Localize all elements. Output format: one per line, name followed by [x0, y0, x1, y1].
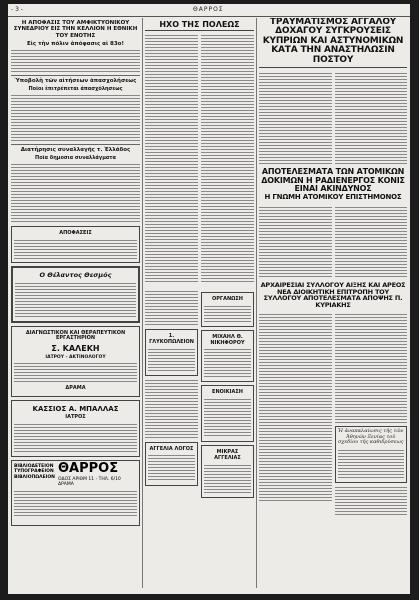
classified-heading: ΟΡΓΑΝΩΣΗ: [211, 296, 243, 303]
article-body: [259, 72, 332, 164]
ad-doctor: [11, 400, 140, 457]
ad-print-left: ΒΙΒΛΙΟΔΕΤΕΙΟΝ ΤΥΠΟΓΡΑΦΕΙΟΝ ΒΙΒΛΙΟΠΩΛΕΙΟΝ: [14, 464, 55, 480]
ad-print-shop: [11, 460, 140, 526]
classified-body: [204, 398, 251, 438]
city-news-body: [201, 34, 254, 284]
ad-lab-body: [14, 362, 137, 384]
article-2: [259, 205, 407, 279]
article-body: [259, 206, 332, 278]
ad-lab-city: ΔΡΑΜΑ: [65, 385, 86, 392]
classified-box: [145, 442, 198, 487]
announcement-box: [11, 266, 140, 322]
classified-body: [148, 348, 195, 372]
article-body: [335, 72, 408, 164]
city-headline: ΗΧΟ ΤΗΣ ΠΟΛΕΩΣ: [145, 20, 254, 31]
ad-lab-title: ΔΙΑΓΝΩΣΤΙΚΟΝ ΚΑΙ ΘΕΡΑΠΕΥΤΙΚΟΝ ΕΡΓΑΣΤΗΡΙΟΝ: [25, 329, 126, 342]
article-1: [259, 71, 407, 165]
subhead-top: Εἰς τὴν πόλιν ἀπόφασις αἱ 83ο!: [27, 40, 124, 47]
classified-subcol: [145, 289, 198, 501]
classifieds: [145, 289, 254, 501]
ad-print-name: ΘΑΡΡΟΣ: [58, 461, 119, 476]
classified-box: [201, 292, 254, 327]
article-body: [11, 49, 140, 73]
city-news-columns: [145, 33, 254, 285]
classified-heading: 1. ΓΛΥΚΟΠΩΛΕΙΟΝ: [149, 333, 194, 345]
divider: [11, 75, 140, 76]
newspaper-page: [8, 4, 410, 594]
headline-2: Ὑποβολὴ τῶν αἰτήσεων ἀπασχολήσεως: [14, 78, 137, 85]
ad-doctor-body: [14, 423, 137, 453]
notice-body: [338, 449, 405, 479]
announcement-body: [15, 282, 136, 318]
classified-body: [204, 348, 251, 378]
article-body: [335, 206, 408, 278]
headline-2: ΑΠΟΤΕΛΕΣΜΑΤΑ ΤΩΝ ΑΤΟΜΙΚΩΝ ΔΟΚΙΜΩΝ Η ΡΑΔΙΕΝΕΡΓΟΣ ΚΟΝΙΣ ΕΙΝΑΙ ΑΚΙΝΔΥΝΟΣ: [261, 167, 405, 193]
article-body: [11, 94, 140, 142]
ad-print-body: [14, 490, 137, 516]
article-3: [259, 312, 407, 517]
subhead-2: Ποῖοι ἐπιτρέπεται ἀπασχόλησεως: [28, 85, 123, 92]
article-body: [335, 486, 408, 516]
ad-doctor-role: ΙΑΤΡΟΣ: [65, 414, 86, 421]
article-body: [11, 163, 140, 223]
notice-text: Ἡ ἀναπαλαίωσις τῆς τῶν Ἀθηνῶν Ξενίας τοῦ σχεδίου τῆς καθιδρύσεως: [338, 427, 404, 446]
classified-body: [145, 290, 198, 326]
classified-subcol: [201, 289, 254, 501]
classified-body: [204, 464, 251, 494]
ad-lab: [11, 326, 140, 398]
notice-body: [14, 239, 137, 259]
page-header: [8, 4, 410, 17]
ad-doctor-name: ΚΑΣΣΙΟΣ Α. ΜΠΑΛΛΑΣ: [32, 405, 119, 414]
column-rule: [142, 18, 143, 588]
masthead: ΘΑΡΡΟΣ: [193, 6, 224, 13]
headline-top: Η ΑΠΟΦΑΣΙΣ ΤΟΥ ΑΜΦΙΚΤΥΟΝΙΚΟΥ ΣΥΝΕΔΡΙΟΥ ΕΙΣ ΤΗΝ ΚΕΛΛΙΟΝ Η ΕΘΝΙΚΗ ΤΟΥ ΕΝΟΤΗΣ: [13, 20, 138, 39]
subhead-2: Η ΓΝΩΜΗ ΑΤΟΜΙΚΟΥ ΕΠΙΣΤΗΜΟΝΟΣ: [264, 193, 402, 202]
article-subcol: [335, 312, 408, 517]
column-left: [11, 18, 140, 588]
city-news-subcol: [145, 33, 198, 285]
ad-print-address: ΟΔΟΣ ΑΡΙΘΜ 11 - ΤΗΛ. 6/10 ΔΡΑΜΑ: [58, 477, 121, 487]
classified-body: [204, 305, 251, 323]
column-rule: [256, 18, 257, 588]
column-middle: [145, 18, 254, 588]
subhead-3: Ποῖα δημοσια συναλλάγματα: [35, 154, 116, 161]
ad-lab-name: Σ. ΚΑΛΕΚΗ: [51, 344, 100, 354]
classified-heading: ΕΝΟΙΚΙΑΣΗ: [212, 389, 243, 396]
headline-3: ΑΡΧΑΙΡΕΣΙΑΙ ΣΥΛΛΟΓΟΥ ΑΙΞΗΣ ΚΑΙ ΑΡΕΟΣ ΝΕΑ ΔΙΟΙΚΗΤΙΚΗ ΕΠΙΤΡΟΠΗ ΤΟΥ ΣΥΛΛΟΓΟΥ ΑΠΟΤΕΛΕΣΜΑΤΑ ΑΠΟΨΗΣ Π. ΚΥΡΙΑΚΗΣ: [260, 280, 406, 310]
city-news-subcol: [201, 33, 254, 285]
classified-box: [201, 330, 254, 383]
divider: [11, 144, 140, 145]
classified-body: [145, 379, 198, 439]
article-body: [259, 313, 332, 503]
headline-3: Διατήρησις συναλλαγῆς τ. Ἑλλάδος: [20, 147, 131, 154]
headline-main: ΤΡΑΥΜΑΤΙΣΜΟΣ ΑΓΓΑΛΟΥ ΔΟΧΑΓΟΥ ΣΥΓΚΡΟΥΣΕΙΣ ΚΥΠΡΙΩΝ ΚΑΙ ΑΣΤΥΝΟΜΙΚΩΝ ΚΑΤΑ ΤΗΝ ΑΝΑΣΤΗΛΩΣΙΝ ΠΟΣΤΟΥ: [259, 18, 407, 68]
page-number: - 3 -: [11, 6, 23, 13]
classified-heading: ΜΙΧΑΗΛ Θ. ΝΙΚΗΦΟΡΟΥ: [210, 333, 245, 346]
notice-label: ΑΠΟΦΑΣΕΙΣ: [59, 230, 92, 237]
notice-box: [335, 426, 408, 483]
classified-body: [148, 454, 195, 482]
classified-heading: ΜΙΚΡΑΣ ΑΓΓΕΛΙΑΣ: [214, 449, 241, 461]
city-news-body: [145, 34, 198, 284]
announcement-heading: Ο Θέλαντος Θεσμός: [39, 271, 112, 280]
classified-box: [201, 445, 254, 498]
ad-lab-role: ΙΑΤΡΟΥ - ΑΚΤΙΝΟΛΟΓΟΥ: [45, 355, 106, 361]
article-body: [335, 313, 408, 423]
notice-box: [11, 226, 140, 263]
classified-box: [145, 329, 198, 376]
classified-box: [201, 385, 254, 442]
column-right: [259, 18, 407, 588]
classified-heading: ΑΓΓΕΛΙΑ ΛΟΓΟΣ: [149, 445, 194, 452]
article-subcol: [259, 312, 332, 517]
